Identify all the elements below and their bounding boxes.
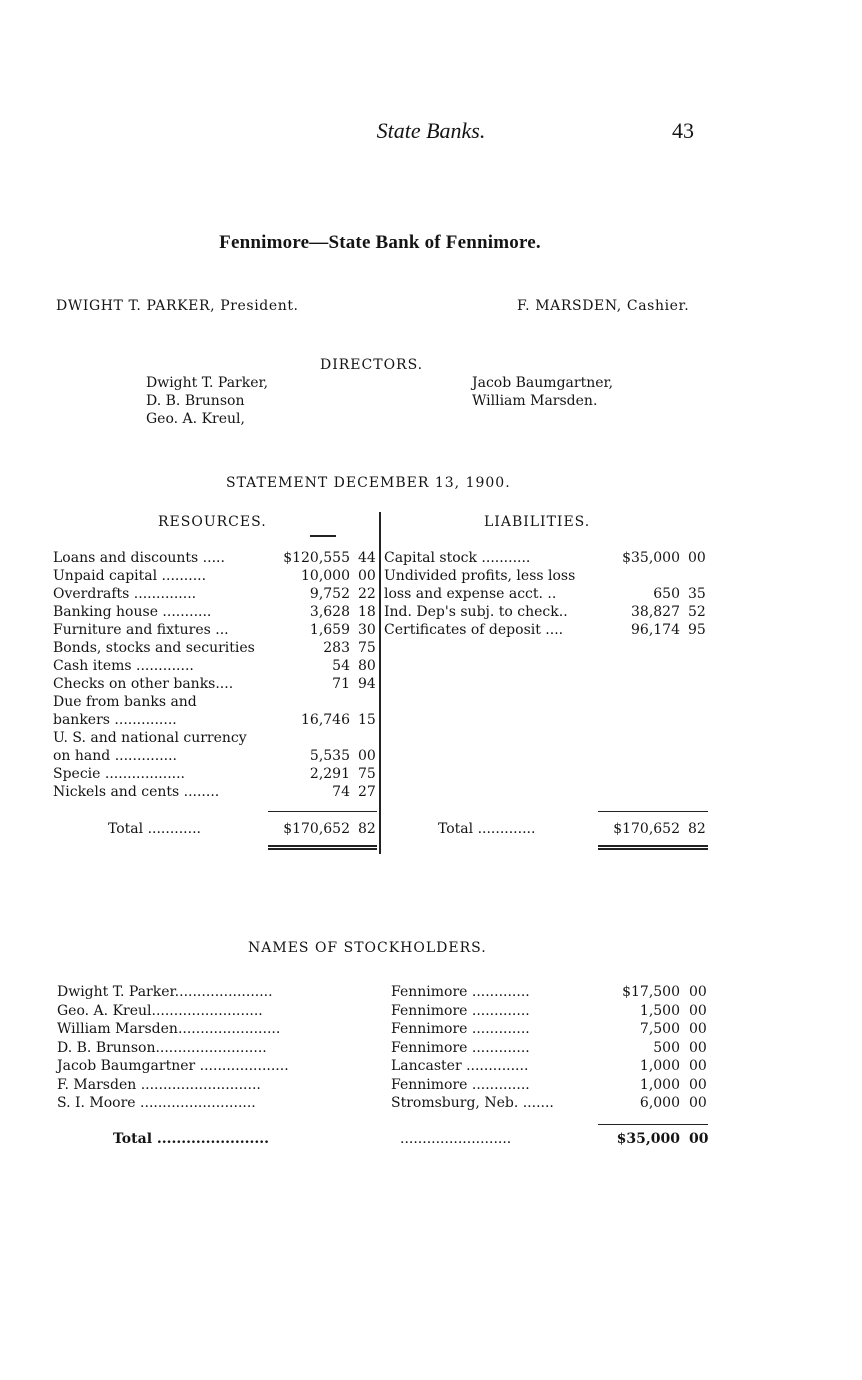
liabilities-total-dollars: $170,652: [613, 821, 680, 837]
stockholders-total-place: .........................: [400, 1131, 512, 1147]
director-right-2: William Marsden.: [472, 393, 598, 409]
liabilities-total-label: Total .............: [438, 821, 536, 837]
liability-row-cents: 35: [688, 586, 706, 602]
resource-row-dollars: 10,000: [301, 568, 350, 584]
resources-total-label: Total ............: [108, 821, 201, 837]
resources-total-dollars: $170,652: [283, 821, 350, 837]
stockholder-row-dollars: $17,500: [622, 984, 680, 1000]
resource-row-cents: 44: [358, 550, 376, 566]
stockholder-row-dollars: 500: [653, 1039, 680, 1056]
liability-row-dollars: 96,174: [631, 622, 680, 638]
resources-total-rule: [268, 811, 377, 812]
resource-row-label: Loans and discounts .....: [53, 550, 225, 566]
stockholder-row-cents: 00: [689, 1002, 707, 1019]
liability-row-cents: 95: [688, 622, 706, 638]
resource-row-cents: 15: [358, 712, 376, 728]
liabilities-total-double-rule: [598, 845, 708, 850]
resource-row-cents: 00: [358, 568, 376, 584]
stockholder-row-place: Fennimore .............: [391, 984, 530, 1000]
stockholder-row-place: Fennimore .............: [391, 1021, 530, 1037]
liability-row-label: Undivided profits, less loss: [384, 568, 576, 584]
stockholder-row-label: Jacob Baumgartner ....................: [57, 1058, 289, 1074]
resource-row-dollars: 54: [332, 658, 350, 674]
resource-row-label: Bonds, stocks and securities: [53, 640, 255, 656]
resource-row-label: Banking house ...........: [53, 604, 212, 620]
resource-row-label: U. S. and national currency: [53, 730, 247, 746]
resources-column-rule: [310, 535, 336, 537]
director-left-2: D. B. Brunson: [146, 393, 245, 409]
director-right-1: Jacob Baumgartner,: [472, 375, 614, 391]
stockholder-row-place: Lancaster ..............: [391, 1058, 529, 1074]
stockholder-row-cents: 00: [689, 984, 707, 1000]
resource-row-label: Furniture and fixtures ...: [53, 622, 229, 638]
stockholder-row-place: Fennimore .............: [391, 1076, 530, 1093]
liability-row-label: Capital stock ...........: [384, 550, 531, 566]
resource-row-label: Due from banks and: [53, 694, 197, 710]
stockholder-row-cents: 00: [689, 1039, 707, 1056]
stockholder-row-label: Dwight T. Parker......................: [57, 984, 273, 1000]
resource-row-dollars: 2,291: [309, 766, 350, 782]
president-line: DWIGHT T. PARKER, President.: [56, 298, 299, 314]
page-number: 43: [672, 118, 694, 143]
resource-row-label: Cash items .............: [53, 658, 194, 674]
liability-row-cents: 52: [688, 604, 706, 620]
stockholder-row-label: D. B. Brunson.........................: [57, 1039, 267, 1056]
stockholder-row-label: F. Marsden ...........................: [57, 1076, 261, 1093]
resource-row-cents: 00: [358, 748, 376, 764]
resource-row-cents: 75: [358, 640, 376, 656]
bank-title: Fennimore—State Bank of Fennimore.: [219, 232, 541, 253]
stockholder-row-dollars: 7,500: [639, 1021, 680, 1037]
liability-row-dollars: $35,000: [622, 550, 680, 566]
cashier-line: F. MARSDEN, Cashier.: [517, 298, 690, 314]
resource-row-cents: 18: [358, 604, 376, 620]
resource-row-label: Specie ..................: [53, 766, 185, 782]
resource-row-label: Nickels and cents ........: [53, 784, 220, 800]
resource-row-label: Unpaid capital ..........: [53, 568, 207, 584]
resources-total-double-rule: [268, 845, 377, 850]
stockholders-total-rule: [598, 1124, 708, 1125]
stockholder-row-label: S. I. Moore ..........................: [57, 1095, 256, 1111]
statement-heading: STATEMENT DECEMBER 13, 1900.: [226, 475, 511, 491]
resource-row-cents: 22: [358, 586, 376, 602]
liabilities-heading: LIABILITIES.: [484, 514, 591, 530]
stockholders-total-cents: 00: [689, 1131, 709, 1147]
liability-row-cents: 00: [688, 550, 706, 566]
resource-row-dollars: 1,659: [309, 622, 350, 638]
resource-row-label: bankers ..............: [53, 712, 177, 728]
stockholder-row-cents: 00: [689, 1076, 707, 1093]
resources-heading: RESOURCES.: [158, 514, 267, 530]
stockholder-row-place: Fennimore .............: [391, 1002, 530, 1019]
resource-row-dollars: 16,746: [301, 712, 350, 728]
stockholders-total-label: Total .......................: [113, 1131, 269, 1147]
resource-row-dollars: $120,555: [283, 550, 350, 566]
stockholder-row-place: Stromsburg, Neb. .......: [391, 1095, 554, 1111]
director-left-1: Dwight T. Parker,: [146, 375, 269, 391]
resource-row-dollars: 3,628: [309, 604, 350, 620]
liabilities-total-cents: 82: [688, 821, 706, 837]
stockholder-row-place: Fennimore .............: [391, 1039, 530, 1056]
resource-row-dollars: 5,535: [309, 748, 350, 764]
resource-row-cents: 27: [358, 784, 376, 800]
resource-row-dollars: 71: [332, 676, 350, 692]
resource-row-dollars: 9,752: [309, 586, 350, 602]
liability-row-label: Certificates of deposit ....: [384, 622, 564, 638]
stockholder-row-dollars: 1,000: [639, 1076, 680, 1093]
resource-row-label: Checks on other banks....: [53, 676, 234, 692]
stockholders-total-dollars: $35,000: [616, 1131, 680, 1147]
stockholder-row-cents: 00: [689, 1021, 707, 1037]
liabilities-total-rule: [598, 811, 708, 812]
resource-row-cents: 30: [358, 622, 376, 638]
stockholder-row-label: Geo. A. Kreul.........................: [57, 1002, 263, 1019]
stockholder-row-cents: 00: [689, 1095, 707, 1111]
stockholder-row-cents: 00: [689, 1058, 707, 1074]
resource-row-cents: 80: [358, 658, 376, 674]
resources-total-cents: 82: [358, 821, 376, 837]
stockholder-row-dollars: 6,000: [639, 1095, 680, 1111]
stockholder-row-dollars: 1,500: [639, 1002, 680, 1019]
director-left-3: Geo. A. Kreul,: [146, 411, 245, 427]
resource-row-label: on hand ..............: [53, 748, 177, 764]
liability-row-label: loss and expense acct. ..: [384, 586, 557, 602]
liability-row-dollars: 650: [653, 586, 680, 602]
stockholder-row-label: William Marsden.......................: [57, 1021, 281, 1037]
column-divider: [379, 512, 381, 854]
stockholders-heading: NAMES OF STOCKHOLDERS.: [248, 940, 487, 956]
directors-heading: DIRECTORS.: [320, 357, 424, 373]
resource-row-cents: 94: [358, 676, 376, 692]
liability-row-dollars: 38,827: [631, 604, 680, 620]
stockholder-row-dollars: 1,000: [639, 1058, 680, 1074]
resource-row-dollars: 74: [332, 784, 350, 800]
resource-row-dollars: 283: [323, 640, 350, 656]
liability-row-label: Ind. Dep's subj. to check..: [384, 604, 568, 620]
resource-row-label: Overdrafts ..............: [53, 586, 197, 602]
resource-row-cents: 75: [358, 766, 376, 782]
running-title: State Banks.: [376, 118, 486, 143]
